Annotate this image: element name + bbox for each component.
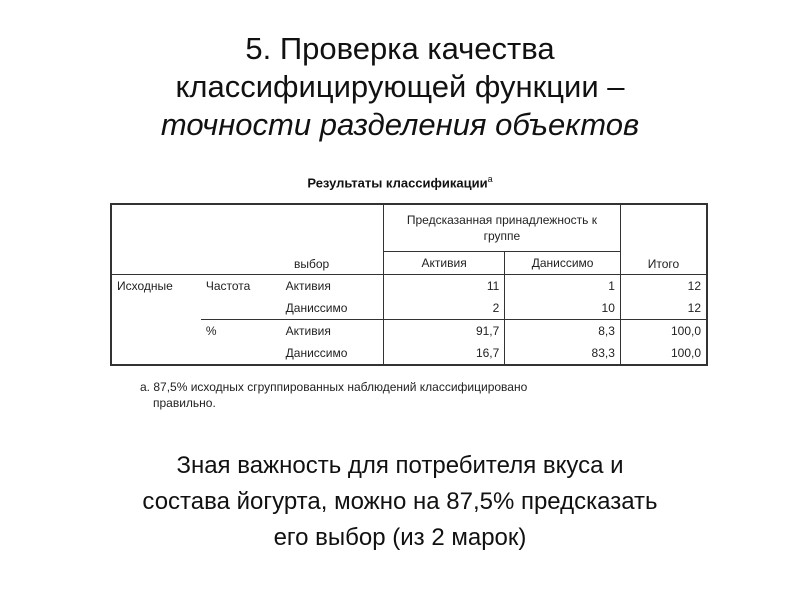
row-subgroup-count: Частота bbox=[205, 279, 251, 293]
header-col-activia: Активия bbox=[383, 252, 504, 275]
header-total: Итого bbox=[620, 204, 707, 275]
footnote-line-2: правильно. bbox=[153, 396, 216, 410]
cell-value: 16,7 bbox=[383, 342, 504, 365]
row-group-original: Исходные bbox=[117, 279, 173, 293]
cell-total: 100,0 bbox=[620, 342, 707, 365]
cell-value: 91,7 bbox=[383, 320, 504, 343]
row-subgroup-empty bbox=[201, 297, 281, 320]
row-label: Активия bbox=[281, 320, 384, 343]
title-line-2: классифицирующей функции – bbox=[175, 69, 625, 104]
conclusion-line-1: Зная важность для потребителя вкуса и bbox=[176, 452, 624, 479]
cell-value: 11 bbox=[383, 275, 504, 298]
table-caption-footnote-mark: a bbox=[487, 174, 493, 184]
title-line-3: точности разделения объектов bbox=[160, 107, 640, 142]
row-subgroup-empty bbox=[201, 342, 281, 365]
cell-value: 1 bbox=[505, 275, 621, 298]
row-group-empty bbox=[111, 297, 201, 320]
conclusion-line-3: его выбор (из 2 марок) bbox=[273, 524, 527, 551]
classification-table bbox=[110, 203, 708, 366]
footnote-line-1: a. 87,5% исходных сгруппированных наблюдений классифицировано bbox=[140, 380, 528, 394]
table-row bbox=[111, 297, 707, 320]
table-row bbox=[111, 342, 707, 365]
conclusion-line-2: состава йогурта, можно на 87,5% предсказать bbox=[142, 488, 658, 515]
conclusion-text bbox=[0, 448, 800, 556]
cell-value: 10 bbox=[505, 297, 621, 320]
row-label: Активия bbox=[285, 279, 331, 293]
cell-value: 8,3 bbox=[505, 320, 621, 343]
row-label: Даниссимо bbox=[285, 301, 348, 315]
header-row-group bbox=[111, 204, 707, 252]
table-row bbox=[111, 275, 707, 298]
title-line-1: 5. Проверка качества bbox=[245, 31, 555, 66]
cell-total: 12 bbox=[620, 275, 707, 298]
row-group-empty bbox=[111, 342, 201, 365]
row-group-empty bbox=[111, 320, 201, 343]
cell-value: 83,3 bbox=[505, 342, 621, 365]
table-footnote bbox=[140, 379, 660, 411]
table-caption bbox=[0, 174, 800, 190]
slide-title bbox=[0, 30, 800, 144]
header-row-label-cell bbox=[111, 204, 383, 275]
cell-total: 12 bbox=[620, 297, 707, 320]
row-label: Даниссимо bbox=[285, 346, 348, 360]
table-caption-text: Результаты классификации bbox=[307, 175, 488, 191]
header-predicted-group: Предсказанная принадлежность к группе bbox=[383, 204, 620, 252]
header-row-label: выбор bbox=[294, 257, 330, 271]
header-col-danissimo: Даниссимо bbox=[505, 252, 621, 275]
row-subgroup-percent: % bbox=[201, 320, 281, 343]
cell-value: 2 bbox=[383, 297, 504, 320]
table-row bbox=[111, 320, 707, 343]
cell-total: 100,0 bbox=[620, 320, 707, 343]
